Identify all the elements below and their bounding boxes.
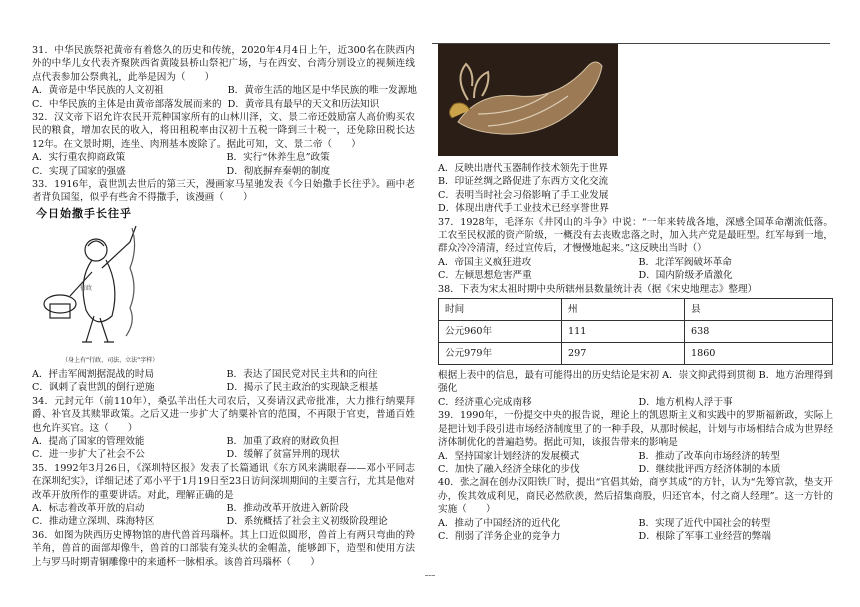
option: C．表明当时社会习俗影响了手工业发展 (438, 189, 609, 201)
option: A．帝国主义疯狂进攻 (438, 256, 532, 268)
options-34 (32, 435, 415, 462)
option: D．揭示了民主政治的实现缺乏根基 (226, 382, 379, 394)
cartoon-title: 今日始撒手长往乎 (36, 206, 132, 220)
options-33 (32, 368, 415, 395)
table-cell: 公元979年 (439, 343, 562, 365)
question-38-conclusion: 根据上表中的信息，最有可能得出的历史结论是宋初 A．崇文抑武得到贯彻 B．地方治理得到强化 (438, 370, 833, 395)
option: C．加快了融入经济全球化的步伐 (438, 463, 580, 475)
options-36 (438, 162, 833, 216)
option: C．中华民族的主体是由黄帝部落发展而来的 (32, 98, 222, 110)
option: B．印证丝绸之路促进了东西方文化交流 (438, 176, 609, 188)
svg-text:行政: 行政 (80, 285, 93, 293)
option: B．推动了改革向市场经济的转型 (638, 450, 780, 462)
question-33: 33．1916年，袁世凯去世后的第三天，漫画家马星驰发表《今日始撒手长往乎》。画中老者背负国玺，似乎有些舍不得撒手，该漫画（ ） (32, 179, 415, 204)
table-header-cell: 县 (685, 299, 833, 321)
option: C．推动建立深圳、珠海特区 (32, 516, 155, 528)
options-40 (438, 517, 833, 544)
question-39: 39．1990年，一份提交中央的报告说，理论上的凯恩斯主义和实践中的罗斯福新政，实际上是把计划手段引进市场经济制度里了的一种手段，从那时候起，计划与市场相结合成为世界经济体制优化的普遍趋势。据此可知，该报告带来的影响是 (438, 410, 833, 449)
option: C．讽刺了袁世凯的倒行逆施 (32, 382, 155, 394)
options-37 (438, 256, 833, 283)
option: B．加重了政府的财政负担 (226, 435, 340, 447)
option: D．国内阶级矛盾激化 (638, 270, 733, 282)
option: A．黄帝是中华民族的人文初祖 (32, 85, 164, 97)
table-header-cell: 时间 (439, 299, 562, 321)
option: B．黄帝生活的地区是中华民族的唯一发源地 (227, 85, 417, 97)
option: A．抨击军阀割据混战的时局 (32, 368, 155, 380)
option: A．标志着改革开放的启动 (32, 502, 145, 514)
option: D．地方机构人浮于事 (638, 396, 733, 408)
question-32: 32．汉文帝下诏允许农民开荒种国家所有的山林川泽，文、景二帝还鼓励富人高价购买农民的粮食，增加农民的收入，将田租税率由汉初十五税一降到三十税一，还免除田税长达12年。在文景时期，连坐、肉刑基本废除了。据此可知，文、景二帝（ ） (32, 112, 415, 150)
option: C．实现了国家的强盛 (32, 165, 126, 177)
page-divider (425, 575, 435, 576)
option: D．继续批评西方经济体制的本质 (638, 463, 781, 475)
table-cell: 638 (685, 321, 833, 343)
cartoon-caption: （身上有“行政、司法、立法”字样） (62, 356, 159, 364)
question-37: 37．1928年，毛泽东《井冈山的斗争》中说：“一年来转战各地，深感全国革命潮流低落。工农至民权派的资产阶级，一概没有去丧败忠落之时，加入共产党是最旺型。红军每到一地，群众冷冷清清，经过宣传后，才慢慢地起来。”这反映出当时（） (438, 216, 833, 255)
options-31 (32, 84, 415, 111)
table-row (439, 343, 833, 365)
right-column (438, 44, 833, 543)
options-32 (32, 151, 415, 178)
option: D．系统概括了社会主义初级阶段理论 (226, 516, 388, 528)
options-39 (438, 450, 833, 477)
option: A．提高了国家的管理效能 (32, 435, 145, 447)
option: B．推动改革开放进入新阶段 (226, 502, 349, 514)
cartoon-image (36, 207, 166, 365)
left-column (32, 44, 415, 569)
option: B．实现了近代中国社会的转型 (638, 517, 771, 529)
table-header-cell: 州 (562, 299, 685, 321)
option: C．左倾思想危害严重 (438, 270, 532, 282)
option: B．实行“休养生息”政策 (226, 152, 330, 164)
option: A．坚持国家计划经济的发展模式 (438, 450, 580, 462)
option: D．彻底摒弃秦朝的制度 (226, 165, 331, 177)
agate-cup-image (438, 44, 618, 156)
option: D．黄帝具有最早的天文和历法知识 (227, 98, 380, 110)
option: C．经济重心完成南移 (438, 396, 532, 408)
table-cell: 111 (562, 321, 685, 343)
option: A．反映出唐代玉器制作技术领先于世界 (438, 163, 609, 174)
question-36: 36．如图为陕西历史博物馆的唐代兽首玛瑙杯。其上口近似圆形，兽首上有两只弯曲的羚羊角，兽首的面部却像牛，兽首的口部装有笼头状的金帽盖，能够卸下，造型和使用方法上与罗马时期青铜雕像中的来通杯一脉相承。该兽首玛瑙杯（ ） (32, 529, 415, 568)
old-man-cartoon-icon (36, 220, 166, 356)
table-cell: 1860 (685, 343, 833, 365)
question-31: 31．中华民族祭祀黄帝有着悠久的历史和传统，2020年4月4日上午，近300名在陕西内外的中华儿女代表齐聚陕西省黄陵县桥山祭祀广场，与在西安、台湾分别设立的视频连线点代表参加公祭典礼，此举是因为（ ） (32, 45, 415, 83)
option: C．削弱了洋务企业的竞争力 (438, 530, 561, 542)
option: A．实行重农抑商政策 (32, 152, 126, 164)
table-row (439, 321, 833, 343)
prefecture-county-table (438, 298, 833, 365)
option: D．根除了军事工业经营的弊端 (638, 530, 771, 542)
options-38 (438, 396, 833, 409)
option: A．推动了中国经济的近代化 (438, 517, 561, 529)
table-cell: 297 (562, 343, 685, 365)
option: C．进一步扩大了社会不公 (32, 449, 145, 461)
table-header-row (439, 299, 833, 321)
option: B．表达了国民党对民主共和的向往 (226, 368, 378, 380)
question-40: 40．张之洞在创办汉阳铁厂时，提出“官倡其始，商亨其成”的方针，认为“先筹官款，垫支开办，俟其效成利见，商民必然欣羡，然后招集商股，归还官本，付之商人经理”。这一方针的实施（ ） (438, 477, 833, 516)
option: D．缓解了贫富异刑的现状 (226, 449, 340, 461)
table-cell: 公元960年 (439, 321, 562, 343)
question-38: 38．下表为宋太祖时期中央所辖州县数量统计表（据《宋史地理志》整理） (438, 283, 758, 295)
option: D．体现出唐代手工业技术已经享誉世界 (438, 203, 609, 215)
agate-rhyton-icon (438, 44, 618, 156)
options-35 (32, 502, 415, 529)
question-35: 35．1992年3月26日，《深圳特区报》发表了长篇通讯《东方风来满眼春——邓小平同志在深圳纪实》，详细记述了邓小平于1月19日至23日访问深圳期间的主要言行，尤其是他对改革开放所作的重要讲话。对此，理解正确的是 (32, 462, 415, 501)
option: B．北洋军阀破坏革命 (638, 256, 732, 268)
question-34: 34．元封元年（前110年），桑弘羊出任大司农后，又奏请汉武帝批准，大力推行纳粟拜爵、补官及其赎罪政策。之后又进一步扩大了纳粟补官的范围，不再限于官吏，普通百姓也允许买官。这（ ） (32, 395, 415, 434)
